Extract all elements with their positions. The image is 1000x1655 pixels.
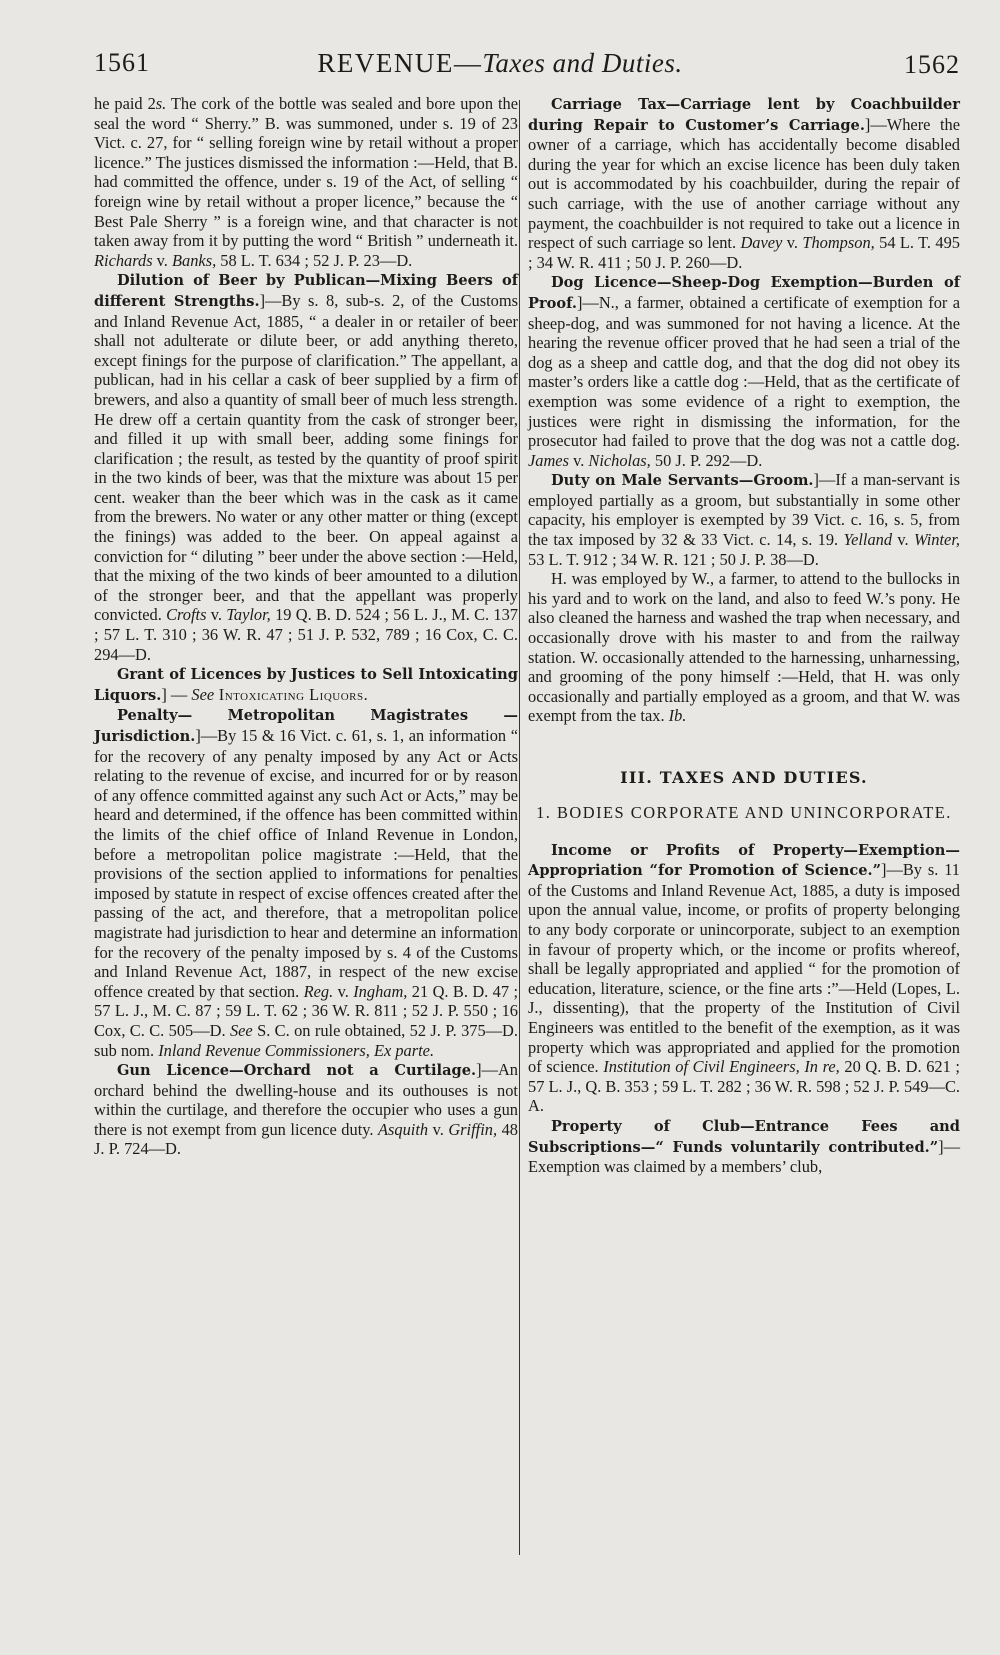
cross-reference: Intoxicating Liquors. — [214, 684, 369, 704]
case-versus: v. — [568, 450, 589, 470]
entry-body: ]—By 15 & 16 Vict. c. 61, s. 1, an information “ for the recovery of any penalty imposed by any Act or Acts relating to the revenue of excise, and incurred for or by reason of any offence committed against any such Act or Acts,” may be heard and determined, if the offence has been committed within the limits of the chief office of Inland Revenue in London, before a metropolitan police magistrate :—Held, that the provisions of the section applied to informations for penalties imposed by statute in respect of excise offences created after the passing of the act, and therefore, that a metropolitan police magistrate had jurisdiction to hear and determine an information for the recovery of the penalty imposed by s. 4 of the Customs and Inland Revenue Act, 1887, in respect of the new excise offence created by that section. — [94, 726, 518, 1001]
case-party: Asquith — [378, 1119, 429, 1139]
entry-heading: Gun Licence—Orchard not a Curtilage. — [116, 1062, 477, 1080]
entry-penalty-metropolitan — [94, 705, 518, 1060]
case-party: James — [528, 450, 569, 470]
entry-sherry-continued — [94, 94, 518, 270]
case-versus: v. — [428, 1119, 449, 1139]
entry-text: ] — — [161, 684, 192, 704]
section-heading: III. TAXES AND DUTIES. — [620, 768, 868, 787]
see-reference: See — [229, 1020, 253, 1040]
case-party: Nicholas, — [588, 450, 651, 470]
case-party: Thompson, — [802, 233, 875, 253]
entry-dilution-of-beer — [94, 270, 518, 664]
page-header — [0, 48, 1000, 88]
entry-property-of-club — [528, 1116, 960, 1177]
case-party: Crofts — [166, 605, 207, 625]
entry-heading: Property of Club—Entrance Fees and Subscriptions—“ Funds voluntarily contributed.” — [528, 1117, 960, 1156]
entry-body: H. was employed by W., a farmer, to attend to the bullocks in his yard and to work on the land, and also to feed W.’s pony. He also cleaned the harness and washed the trap when necessary, and occasionally drove with his master to and from the railway station. W. occasionally attended to the harnessing, unharnessing, and grooming of the pony himself :—Held, that H. was only occasionally and partially employed as a groom, and that W. was exempt from the tax. — [528, 569, 960, 726]
case-party: Griffin, — [448, 1119, 498, 1139]
see-reference: See — [191, 684, 215, 704]
citation: 48 J. P. 724—D. — [94, 1119, 518, 1159]
left-column — [94, 94, 518, 1159]
case-party: Banks, — [172, 250, 217, 270]
entry-heading: Carriage Tax—Carriage lent by Coachbuilder during Repair to Customer’s Carriage. — [528, 96, 960, 134]
column-divider — [519, 100, 520, 1555]
citation: 50 J. P. 292—D. — [650, 450, 763, 470]
entry-heading: Dilution of Beer by Publican—Mixing Beers of different Strengths. — [94, 272, 518, 310]
case-party: Winter, — [914, 530, 960, 550]
case-party: Richards — [94, 250, 153, 270]
entry-heading: Penalty— Metropolitan Magistrates —Jurisdiction. — [94, 707, 518, 745]
citation: 21 Q. B. D. 47 ; 57 L. J., M. C. 87 ; 59 L. T. 62 ; 36 W. R. 811 ; 52 J. P. 550 ; 16 Cox, C. C. 505—D. — [94, 981, 518, 1040]
subsection-heading: 1. BODIES CORPORATE AND UNINCORPORATE. — [536, 802, 952, 822]
entry-body: ]—If a man-servant is employed partially as a groom, but substantially in some other capacity, his employer is exempted by 39 Vict. c. 16, s. 5, from the tax imposed by 32 & 33 Vict. c. 14, s. 19. — [528, 470, 960, 550]
entry-heading: Grant of Licences by Justices to Sell Intoxicating Liquors. — [94, 666, 518, 704]
entry-grant-of-licences — [94, 664, 518, 705]
entry-gun-licence — [94, 1060, 518, 1159]
citation: 54 L. T. 495 ; 34 W. R. 411 ; 50 J. P. 260—D. — [528, 233, 960, 272]
entry-body: ]—By s. 8, sub-s. 2, of the Customs and Inland Revenue Act, 1885, “ a dealer in or retailer of beer shall not adulterate or dilute beer, or add anything thereto, except finings for the purpose of clarification.” The appellant, a publican, had in his cellar a cask of beer supplied by a firm of brewers, and also a quantity of small beer of much less strength. He drew off a certain quantity from the cask of stronger beer, and filled it up with small beer, adding some finings for clarification ; the result, as tested by the quantity of proof spirit in the two kinds of beer, was that the mixture was about 15 per cent. weaker than the beer which was in the cask as it came from the brewers. No water or any other matter or thing (except the finings) was added to the beer. On appeal against a conviction for “ diluting ” beer under the above section :—Held, that the mixing of the two kinds of beer amounted to a dilution of the stronger beer, and that the appellant was properly convicted. — [94, 290, 518, 625]
entry-heading: Duty on Male Servants—Groom. — [550, 472, 814, 490]
case-versus: v. — [152, 250, 173, 270]
entry-male-servants-second-case — [528, 569, 960, 726]
entry-body: ]—Where the owner of a carriage, which has accidentally become disabled during the year for which an excise licence has been duly taken out is accommodated by his coachbuilder, during the repair of such carriage, with the use of another carriage without any payment, the coachbuilder is not required to take out a licence in respect of such carriage so lent. — [528, 114, 960, 253]
case-party: Reg. — [303, 981, 334, 1001]
case-party: Inland Revenue Commissioners, Ex parte. — [158, 1040, 435, 1060]
entry-heading: Dog Licence—Sheep-Dog Exemption—Burden of Proof. — [528, 274, 960, 312]
case-party: Taylor, — [226, 605, 271, 625]
case-party: Yelland — [843, 530, 893, 550]
running-title — [0, 48, 1000, 79]
entry-body: ]—By s. 11 of the Customs and Inland Revenue Act, 1885, a duty is imposed upon the annual value, income, or profits of property belonging to any body corporate or unincorporate, subject to an exemption in favour of property which, or the income or profits whereof, shall be legally appropriated and applied “ for the promotion of education, literature, science, or the fine arts :”—Held (Lopes, L. J., dissenting), that the property of the Institution of Civil Engineers was entitled to the benefit of the exemption, as it was property which was appropriated and applied for the promotion of science. — [528, 860, 960, 1077]
entry-text: he paid 2 — [94, 94, 156, 113]
right-column — [528, 94, 960, 1177]
case-versus: v. — [782, 233, 803, 253]
running-title-sub: Taxes and Duties. — [482, 48, 683, 78]
citation: 58 L. T. 634 ; 52 J. P. 23—D. — [216, 250, 413, 270]
citation: 19 Q. B. D. 524 ; 56 L. J., M. C. 137 ; 57 L. T. 310 ; 36 W. R. 47 ; 51 J. P. 532, 789 ; 16 Cox, C. C. 294—D. — [94, 605, 518, 664]
entry-body: ]—Exemption was claimed by a members’ club, — [528, 1136, 960, 1177]
entry-text: The cork of the bottle was sealed and bore upon the seal the word “ Sherry.” B. was summoned, under s. 19 of 23 Vict. c. 27, for “ selling foreign wine by retail without a proper licence.” The justices dismissed the information :—Held, that B. had committed the offence, under s. 19 of the Act, of selling “ foreign wine by retail without a proper licence,” because the “ Best Pale Sherry ” is a foreign wine, and that character is not taken away from it by putting the word “ British ” underneath it. — [94, 94, 518, 251]
entry-male-servants — [528, 470, 960, 569]
case-party: Institution of Civil Engineers, In re, — [603, 1057, 840, 1077]
entry-text-italic: s. — [155, 94, 167, 113]
citation: 53 L. T. 912 ; 34 W. R. 121 ; 50 J. P. 38—D. — [528, 549, 819, 569]
case-party: Ingham, — [353, 981, 408, 1001]
entry-carriage-tax — [528, 94, 960, 272]
entry-income-or-profits — [528, 840, 960, 1116]
case-versus: v. — [892, 530, 914, 550]
case-party: Davey — [740, 233, 783, 253]
citation: S. C. on rule obtained, 52 J. P. 375—D. sub nom. — [94, 1020, 518, 1060]
page-number-right: 1562 — [904, 50, 960, 79]
entry-dog-licence — [528, 272, 960, 470]
page-number-left: 1561 — [94, 48, 150, 77]
entry-heading: Income or Profits of Property—Exemption—Appropriation “for Promotion of Science.” — [528, 841, 960, 880]
entry-body: ]—N., a farmer, obtained a certificate of exemption for a sheep-dog, and was summoned for not having a licence. At the hearing the revenue officer proved that he had seen a trial of the dog as a sheep and cattle dog, and that the dog did not obey its master’s orders like a cattle dog :—Held, that as the certificate of exemption was some evidence of a right to exemption, the justices were right in dismissing the information, for the prosecutor had failed to prove that the dog was not a cattle dog. — [528, 292, 960, 451]
citation: 20 Q. B. D. 621 ; 57 L. J., Q. B. 353 ; 59 L. T. 282 ; 36 W. R. 598 ; 52 J. P. 549—C. A. — [528, 1057, 960, 1116]
case-versus: v. — [206, 605, 227, 625]
ibid-reference: Ib. — [668, 706, 687, 726]
entry-body: ]—An orchard behind the dwelling-house and its outhouses is not within the curtilage, and therefore the occupier who uses a gun there is not exempt from gun licence duty. — [94, 1060, 518, 1139]
case-versus: v. — [333, 981, 354, 1001]
running-title-main: REVENUE— — [317, 48, 483, 78]
